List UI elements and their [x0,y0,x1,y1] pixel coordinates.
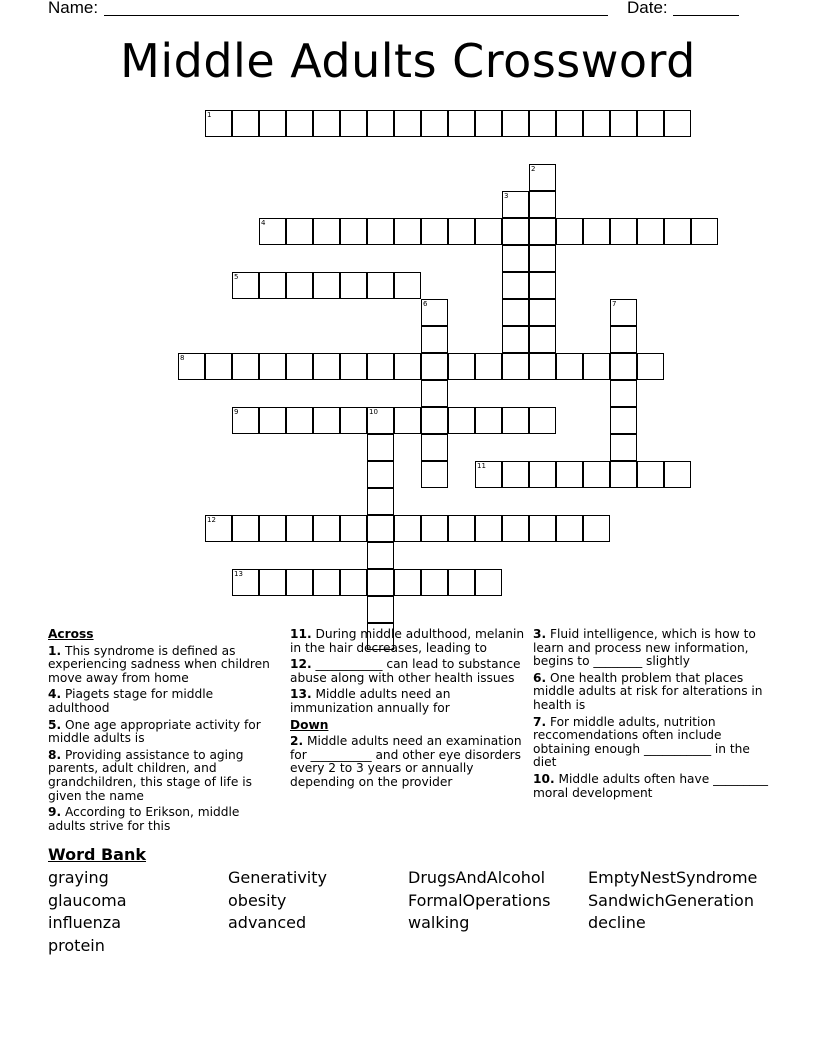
cell-number: 13 [234,570,243,578]
crossword-cell[interactable] [421,326,448,353]
clue-across-8: 8. Providing assistance to aging parents, adult children, and grandchildren, this stage of life is given the name [48,747,252,803]
crossword-cell[interactable] [691,218,718,245]
crossword-cell[interactable] [610,461,637,488]
crossword-cell[interactable] [286,569,313,596]
crossword-cell[interactable] [367,353,394,380]
crossword-cell[interactable] [610,353,637,380]
crossword-cell[interactable] [475,569,502,596]
clues-column-2 [290,628,526,793]
crossword-cell[interactable] [340,515,367,542]
crossword-cell[interactable] [286,218,313,245]
crossword-cell[interactable] [529,272,556,299]
crossword-cell[interactable] [475,218,502,245]
crossword-cell[interactable] [610,380,637,407]
crossword-cell[interactable] [340,353,367,380]
crossword-cell[interactable] [205,353,232,380]
crossword-cell[interactable] [421,110,448,137]
crossword-cell[interactable] [367,461,394,488]
crossword-cell[interactable] [394,407,421,434]
crossword-cell[interactable] [475,110,502,137]
clue-across-9: 9. According to Erikson, middle adults strive for this [48,805,240,833]
crossword-cell[interactable] [502,218,529,245]
crossword-cell[interactable] [556,515,583,542]
crossword-cell[interactable] [394,353,421,380]
crossword-cell[interactable] [448,218,475,245]
clues-column-1 [48,628,276,836]
clue-across-4: 4. Piagets stage for middle adulthood [48,687,214,715]
crossword-cell[interactable] [232,110,259,137]
crossword-cell[interactable] [637,218,664,245]
name-label: Name: [48,0,99,17]
word-bank-word: EmptyNestSyndrome [588,868,758,887]
crossword-cell[interactable] [556,461,583,488]
crossword-cell[interactable] [529,218,556,245]
cell-number: 7 [612,300,617,308]
clue-across-11: 11. During middle adulthood, melanin in the hair decreases, leading to [290,627,525,655]
crossword-cell[interactable] [502,299,529,326]
crossword-cell[interactable] [313,515,340,542]
crossword-cell[interactable] [448,110,475,137]
crossword-cell[interactable] [340,110,367,137]
clue-across-5: 5. One age appropriate activity for middle adults is [48,717,261,746]
cell-number: 11 [477,462,486,470]
crossword-cell[interactable] [421,218,448,245]
crossword-cell[interactable] [502,515,529,542]
date-label: Date: [627,0,668,17]
word-bank-word: advanced [228,913,307,932]
crossword-cell[interactable] [448,407,475,434]
crossword-cell[interactable] [637,110,664,137]
crossword-cell[interactable] [259,272,286,299]
word-bank-word: influenza [48,913,121,932]
word-bank-word: SandwichGeneration [588,891,754,910]
crossword-cell[interactable] [367,596,394,623]
crossword-cell[interactable] [367,542,394,569]
crossword-cell[interactable] [529,353,556,380]
crossword-cell[interactable] [502,110,529,137]
clue-across-13: 13. Middle adults need an immunization annually for [290,687,451,715]
crossword-cell[interactable] [394,272,421,299]
crossword-cell[interactable] [502,272,529,299]
crossword-cell[interactable] [340,407,367,434]
crossword-cell[interactable] [583,461,610,488]
down-heading: Down [290,717,329,732]
cell-number: 10 [369,408,378,416]
cell-number: 6 [423,300,428,308]
crossword-cell[interactable] [367,434,394,461]
crossword-cell[interactable] [529,515,556,542]
crossword-cell[interactable] [637,461,664,488]
crossword-cell[interactable] [583,110,610,137]
word-bank-word: walking [408,913,470,932]
crossword-cell[interactable] [367,569,394,596]
clue-down-3: 3. Fluid intelligence, which is how to learn and process new information, begins to ________ slightly [533,627,756,669]
cell-number: 5 [234,273,239,281]
crossword-cell[interactable] [583,353,610,380]
cell-number: 3 [504,192,509,200]
crossword-cell[interactable] [475,353,502,380]
crossword-cell[interactable] [637,353,664,380]
word-bank-word: protein [48,936,105,955]
word-bank-word: Generativity [228,868,327,887]
clue-down-2: 2. Middle adults need an examination for __________ and other eye disorders every 2 to 3 years or annually depending on the provider [290,734,522,789]
crossword-cell[interactable] [421,569,448,596]
word-bank-word: DrugsAndAlcohol [408,868,546,887]
crossword-cell[interactable] [340,569,367,596]
crossword-cell[interactable] [313,407,340,434]
crossword-cell[interactable] [529,110,556,137]
crossword-cell[interactable] [502,326,529,353]
crossword-cell[interactable] [502,407,529,434]
crossword-cell[interactable] [448,353,475,380]
crossword-cell[interactable] [421,380,448,407]
crossword-cell[interactable] [529,299,556,326]
crossword-cell[interactable] [610,434,637,461]
crossword-cell[interactable] [529,245,556,272]
crossword-cell[interactable] [259,569,286,596]
page-title: Middle Adults Crossword [120,34,696,88]
crossword-cell[interactable] [340,218,367,245]
crossword-cell[interactable] [475,407,502,434]
cell-number: 1 [207,111,212,119]
crossword-cell[interactable] [286,515,313,542]
crossword-cell[interactable] [367,218,394,245]
crossword-cell[interactable] [664,218,691,245]
crossword-cell[interactable] [448,515,475,542]
crossword-cell[interactable] [556,218,583,245]
crossword-cell[interactable] [421,461,448,488]
crossword-cell[interactable] [421,515,448,542]
crossword-cell[interactable] [340,272,367,299]
crossword-cell[interactable] [286,272,313,299]
crossword-cell[interactable] [529,407,556,434]
crossword-cell[interactable] [259,110,286,137]
crossword-cell[interactable] [664,110,691,137]
crossword-cell[interactable] [529,461,556,488]
crossword-cell[interactable] [664,461,691,488]
word-bank-title: Word Bank [48,845,147,864]
crossword-cell[interactable] [286,110,313,137]
cell-number: 8 [180,354,185,362]
crossword-cell[interactable] [286,353,313,380]
crossword-cell[interactable] [556,353,583,380]
clue-across-12: 12. ___________ can lead to substance abuse along with other health issues [290,657,521,685]
word-bank-word: FormalOperations [408,891,551,910]
crossword-cell[interactable] [529,191,556,218]
crossword-cell[interactable] [610,407,637,434]
crossword-cell[interactable] [583,218,610,245]
crossword-cell[interactable] [259,407,286,434]
crossword-cell[interactable] [502,461,529,488]
crossword-cell[interactable] [367,515,394,542]
cell-number: 4 [261,219,266,227]
crossword-cell[interactable] [394,569,421,596]
crossword-cell[interactable] [259,515,286,542]
word-bank-word: decline [588,913,646,932]
crossword-cell[interactable] [259,353,286,380]
crossword-cell[interactable] [583,515,610,542]
crossword-cell[interactable] [232,353,259,380]
crossword-cell[interactable] [313,110,340,137]
crossword-cell[interactable] [448,569,475,596]
crossword-cell[interactable] [394,110,421,137]
crossword-cell[interactable] [610,326,637,353]
crossword-cell[interactable] [394,515,421,542]
across-heading: Across [48,627,94,641]
crossword-cell[interactable] [475,515,502,542]
crossword-cell[interactable] [529,326,556,353]
crossword-cell[interactable] [421,434,448,461]
cell-number: 2 [531,165,536,173]
clue-across-1: 1. This syndrome is defined as experiencing sadness when children move away from home [48,643,270,685]
crossword-cell[interactable] [610,218,637,245]
cell-number: 12 [207,516,216,524]
word-bank-word: graying [48,868,109,887]
clue-down-7: 7. For middle adults, nutrition reccomendations often include obtaining enough ___________ in the diet [533,714,750,770]
crossword-cell[interactable] [556,110,583,137]
crossword-cell[interactable] [367,488,394,515]
crossword-cell[interactable] [394,218,421,245]
crossword-cell[interactable] [421,407,448,434]
crossword-cell[interactable] [313,272,340,299]
crossword-cell[interactable] [610,110,637,137]
crossword-cell[interactable] [313,569,340,596]
crossword-cell[interactable] [286,407,313,434]
crossword-cell[interactable] [313,353,340,380]
crossword-cell[interactable] [313,218,340,245]
clues-column-3 [533,628,769,803]
word-bank-word: glaucoma [48,891,127,910]
clue-down-10: 10. Middle adults often have _________ moral development [533,771,768,800]
cell-number: 9 [234,408,239,416]
crossword-cell[interactable] [421,353,448,380]
crossword-cell[interactable] [367,272,394,299]
crossword-cell[interactable] [232,515,259,542]
crossword-cell[interactable] [367,110,394,137]
word-bank-word: obesity [228,891,287,910]
crossword-cell[interactable] [502,353,529,380]
crossword-cell[interactable] [502,245,529,272]
clue-down-6: 6. One health problem that places middle adults at risk for alterations in health is [533,670,763,712]
